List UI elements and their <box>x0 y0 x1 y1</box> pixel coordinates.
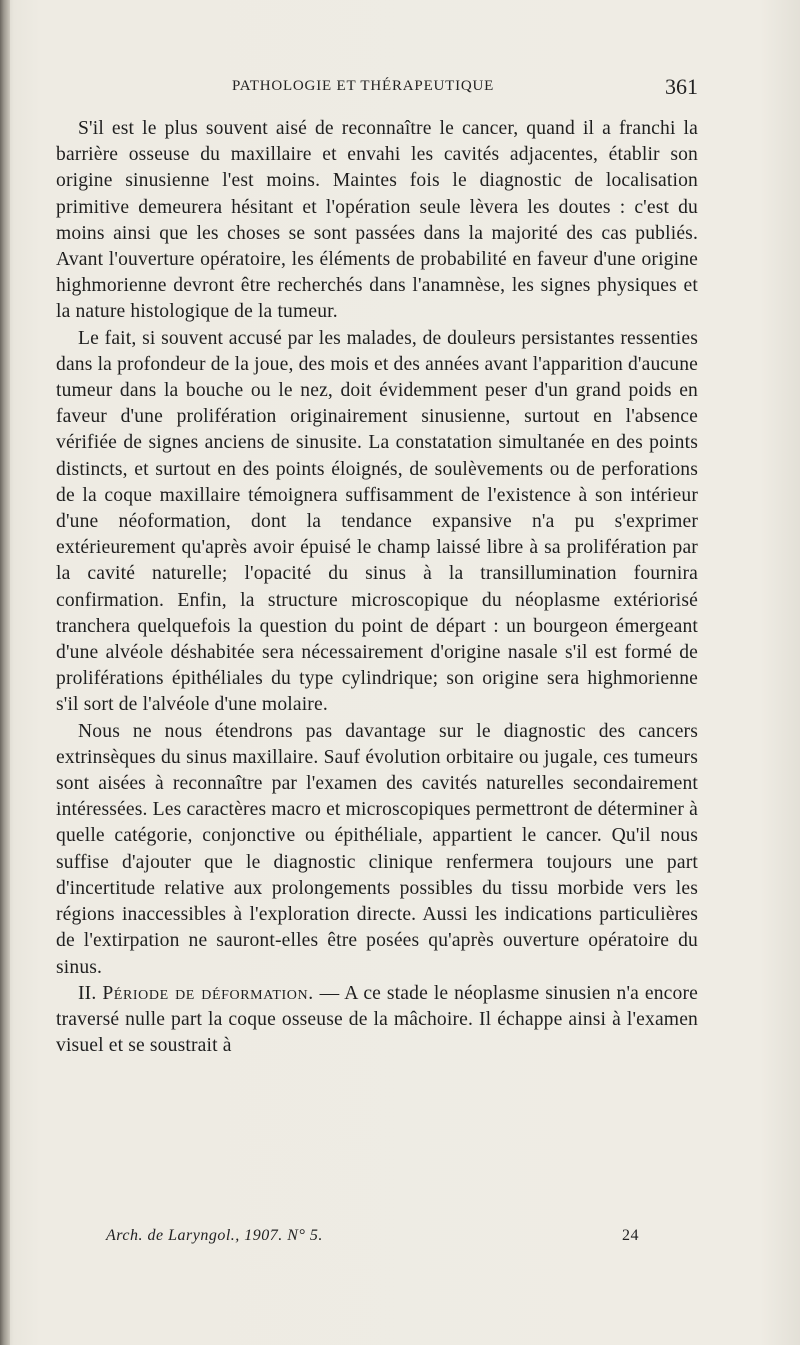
paragraph-2: Le fait, si souvent accusé par les malades, de douleurs persistantes ressenties dans la profondeur de la joue, des mois et des années avant l'apparition d'aucune tumeur dans la bouche ou le nez, doit évidemment peser d'un grand poids en faveur d'une prolifération originairement sinusienne, surtout en l'absence vérifiée de signes anciens de sinusite. La constatation simultanée en des points distincts, et surtout en des points éloignés, de soulèvements ou de perforations de la coque maxillaire témoignera suffisamment de l'existence à son intérieur d'une néoformation, dont la tendance expansive n'a pu s'exprimer extérieurement qu'après avoir épuisé le champ laissé libre à sa prolifération par la cavité naturelle; l'opacité du sinus à la transillumination fournira confirmation. Enfin, la structure microscopique du néoplasme extériorisé tranchera quelquefois la question du point de départ : un bourgeon émergeant d'une alvéole déshabitée sera nécessairement d'origine nasale s'il est formé de proliférations épithéliales du type cylindrique; son origine sera highmorienne s'il sort de l'alvéole d'une molaire. <box>56 327 698 716</box>
page-footer <box>56 1227 698 1251</box>
section-heading: Période de déformation. <box>102 982 314 1004</box>
page-body <box>56 116 698 1059</box>
section-number: II. <box>78 982 97 1004</box>
section-text: — A ce stade le néoplasme sinusien n'a encore traversé nulle part la coque osseuse de la mâchoire. Il échappe ainsi à l'examen visuel et se soustrait à <box>56 982 698 1057</box>
sheet-number: 24 <box>622 1227 639 1244</box>
running-title: PATHOLOGIE ET THÉRAPEUTIQUE <box>232 78 495 94</box>
binding-gutter <box>0 0 10 1345</box>
page-header <box>56 74 698 100</box>
page-number: 361 <box>665 74 698 99</box>
paragraph-1: S'il est le plus souvent aisé de reconnaître le cancer, quand il a franchi la barrière osseuse du maxillaire et envahi les cavités adjacentes, établir son origine sinusienne l'est moins. Maintes fois le diagnostic de localisation primitive demeurera hésitant et l'opération seule lèvera les doutes : c'est du moins ainsi que les choses se sont passées dans la majorité des cas publiés. Avant l'ouverture opératoire, les éléments de probabilité en faveur d'une origine highmorienne devront être recherchés dans l'anamnèse, les signes physiques et la nature histologique de la tumeur. <box>56 118 698 323</box>
journal-citation: Arch. de Laryngol., 1907. N° 5. <box>106 1227 323 1244</box>
paragraph-3: Nous ne nous étendrons pas davantage sur le diagnostic des cancers extrinsèques du sinus maxillaire. Sauf évolution orbitaire ou jugale, ces tumeurs sont aisées à reconnaître par l'examen des cavités naturelles secondairement intéressées. Les caractères macro et microscopiques permettront de déterminer à quelle catégorie, conjonctive ou épithéliale, appartient le cancer. Qu'il nous suffise d'ajouter que le diagnostic clinique renfermera toujours une part d'incertitude relative aux prolongements possibles du tissu morbide vers les régions inaccessibles à l'exploration directe. Aussi les indications particulières de l'extirpation ne sauront-elles être posées qu'après ouverture opératoire du sinus. <box>56 720 698 978</box>
paragraph-4 <box>56 981 698 1060</box>
